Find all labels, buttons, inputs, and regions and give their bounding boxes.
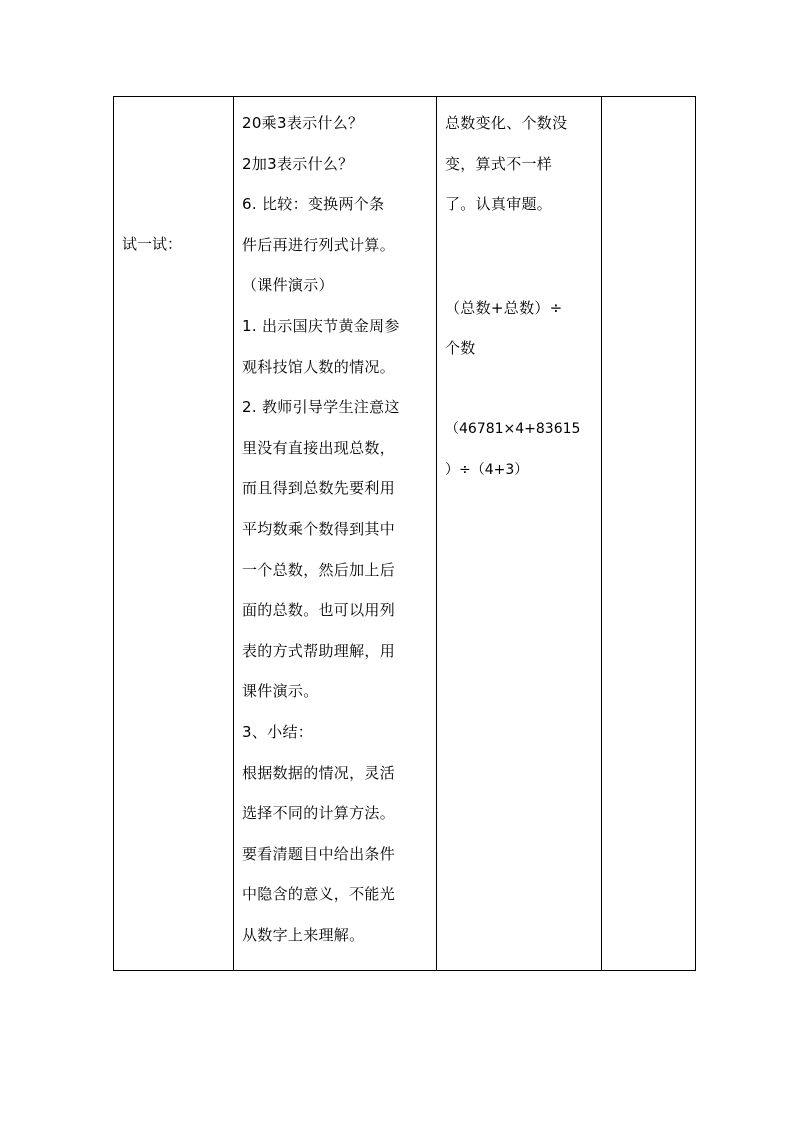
step-line: 2加3表示什么？ (242, 154, 354, 173)
step-line: 选择不同的计算方法。 (242, 804, 396, 823)
note-line: （46781×4+83615 (445, 420, 581, 437)
step-line: 根据数据的情况，灵活 (242, 763, 396, 782)
step-line: （课件演示） (242, 276, 334, 295)
lesson-plan-table (113, 96, 696, 971)
step-line: 一个总数，然后加上后 (242, 560, 396, 579)
step-line: 里没有直接出现总数， (242, 438, 396, 457)
step-line: 观科技馆人数的情况。 (242, 357, 396, 376)
section-label: 试一试： (122, 235, 183, 253)
step-line: 课件演示。 (242, 682, 319, 701)
step-line: 中隐含的意义，不能光 (242, 885, 396, 904)
step-line: 6. 比较：变换两个条 (242, 195, 385, 214)
teaching-steps (234, 97, 436, 955)
note-line: 个数 (445, 339, 476, 358)
student-notes (437, 97, 601, 490)
note-line: （总数+总数）÷ (445, 298, 563, 317)
step-line: 件后再进行列式计算。 (242, 235, 396, 254)
step-line: 3、小结： (242, 722, 314, 741)
step-line: 20乘3表示什么？ (242, 114, 364, 132)
step-line: 表的方式帮助理解，用 (242, 641, 396, 660)
step-line: 面的总数。也可以用列 (242, 601, 396, 620)
step-line: 平均数乘个数得到其中 (242, 519, 396, 538)
section-label-cell (114, 97, 234, 971)
teaching-steps-cell (234, 97, 437, 971)
note-line: 变，算式不一样 (445, 154, 553, 173)
step-line: 2. 教师引导学生注意这 (242, 398, 400, 417)
note-line: 了。认真审题。 (445, 195, 553, 214)
step-line: 要看清题目中给出条件 (242, 844, 396, 863)
note-line: 总数变化、个数没 (445, 114, 568, 132)
note-line: ）÷（4+3） (445, 461, 529, 478)
table-row (114, 97, 696, 971)
step-line: 从数字上来理解。 (242, 925, 365, 944)
student-activity-cell (437, 97, 602, 971)
step-line: 而且得到总数先要利用 (242, 479, 396, 498)
step-line: 1. 出示国庆节黄金周参 (242, 316, 400, 335)
blank-cell (602, 97, 696, 971)
